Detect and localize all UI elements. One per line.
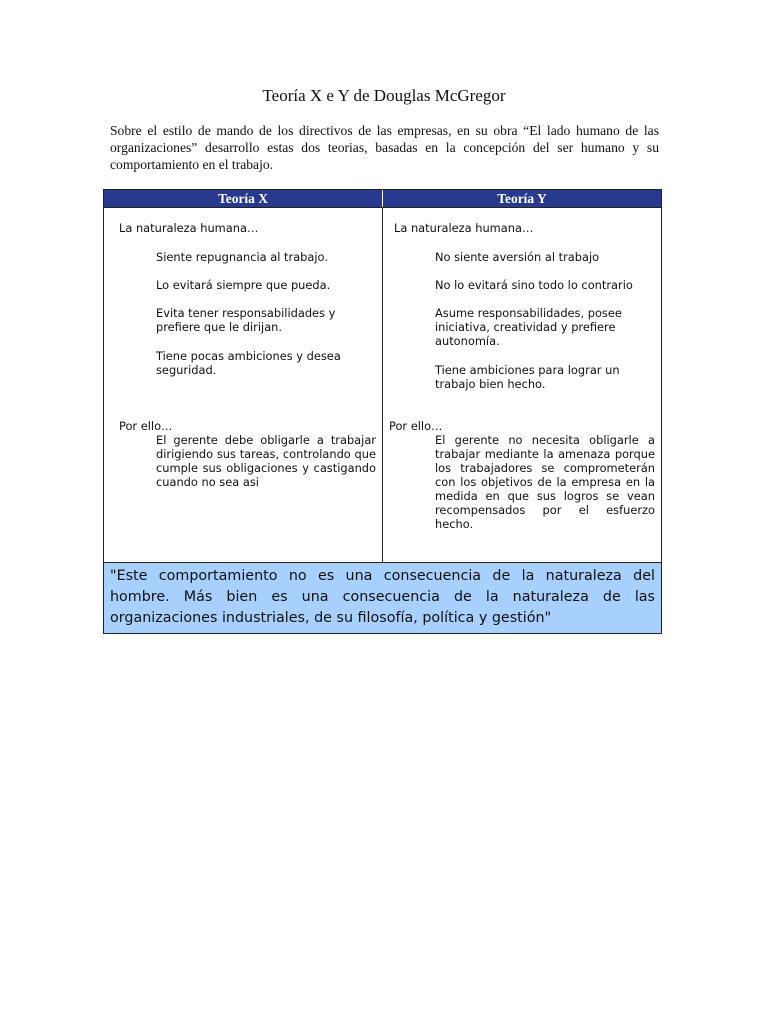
theory-y-column [382, 208, 661, 562]
theory-y-lead: La naturaleza humana… [394, 221, 534, 235]
header-theory-x: Teoría X [217, 191, 269, 206]
theory-y-conclusion: El gerente no necesita obligarle a trabajar mediante la amenaza porque los trabajadores se comprometerán con los objetivos de la empresa en la medida en que sus logros se vean recompensados por el esfuerzo hecho. [435, 433, 655, 531]
table-header-row [104, 190, 661, 207]
header-theory-y: Teoría Y [382, 190, 661, 207]
theory-x-item: Siente repugnancia al trabajo. [156, 250, 328, 264]
theory-y-item: No lo evitará sino todo lo contrario [435, 278, 633, 292]
intro-paragraph: Sobre el estilo de mando de los directivos de las empresas, en su obra “El lado humano de las organizaciones” desarrollo estas dos teorias, basadas en la concepción del ser humano y su comportamiento en el trabajo. [110, 123, 659, 172]
theory-x-therefore: Por ello… [119, 419, 173, 433]
theory-y-item: Tiene ambiciones para lograr un trabajo bien hecho. [435, 363, 620, 391]
theory-x-column [104, 208, 382, 562]
conclusion-quote: "Este comportamiento no es una consecuencia de la naturaleza del hombre. Más bien es una consecuencia de la naturaleza de las organizaciones industriales, de su filosofía, política y gestión" [104, 562, 661, 633]
document-title: Teoría X e Y de Douglas McGregor [262, 86, 506, 105]
comparison-table [103, 189, 662, 634]
theory-y-item: Asume responsabilidades, posee iniciativa, creatividad y prefiere autonomía. [435, 306, 622, 348]
theory-x-item: Evita tener responsabilidades y prefiere que le dirijan. [156, 306, 336, 334]
theory-x-item: Tiene pocas ambiciones y desea seguridad. [156, 349, 341, 377]
theory-x-item: Lo evitará siempre que pueda. [156, 278, 331, 292]
table-body-row [104, 207, 661, 562]
theory-x-lead: La naturaleza humana… [119, 221, 259, 235]
theory-x-conclusion: El gerente debe obligarle a trabajar dirigiendo sus tareas, controlando que cumple sus obligaciones y castigando cuando no sea asi [156, 433, 376, 489]
theory-y-therefore: Por ello… [389, 419, 443, 433]
theory-y-item: No siente aversión al trabajo [435, 250, 600, 264]
